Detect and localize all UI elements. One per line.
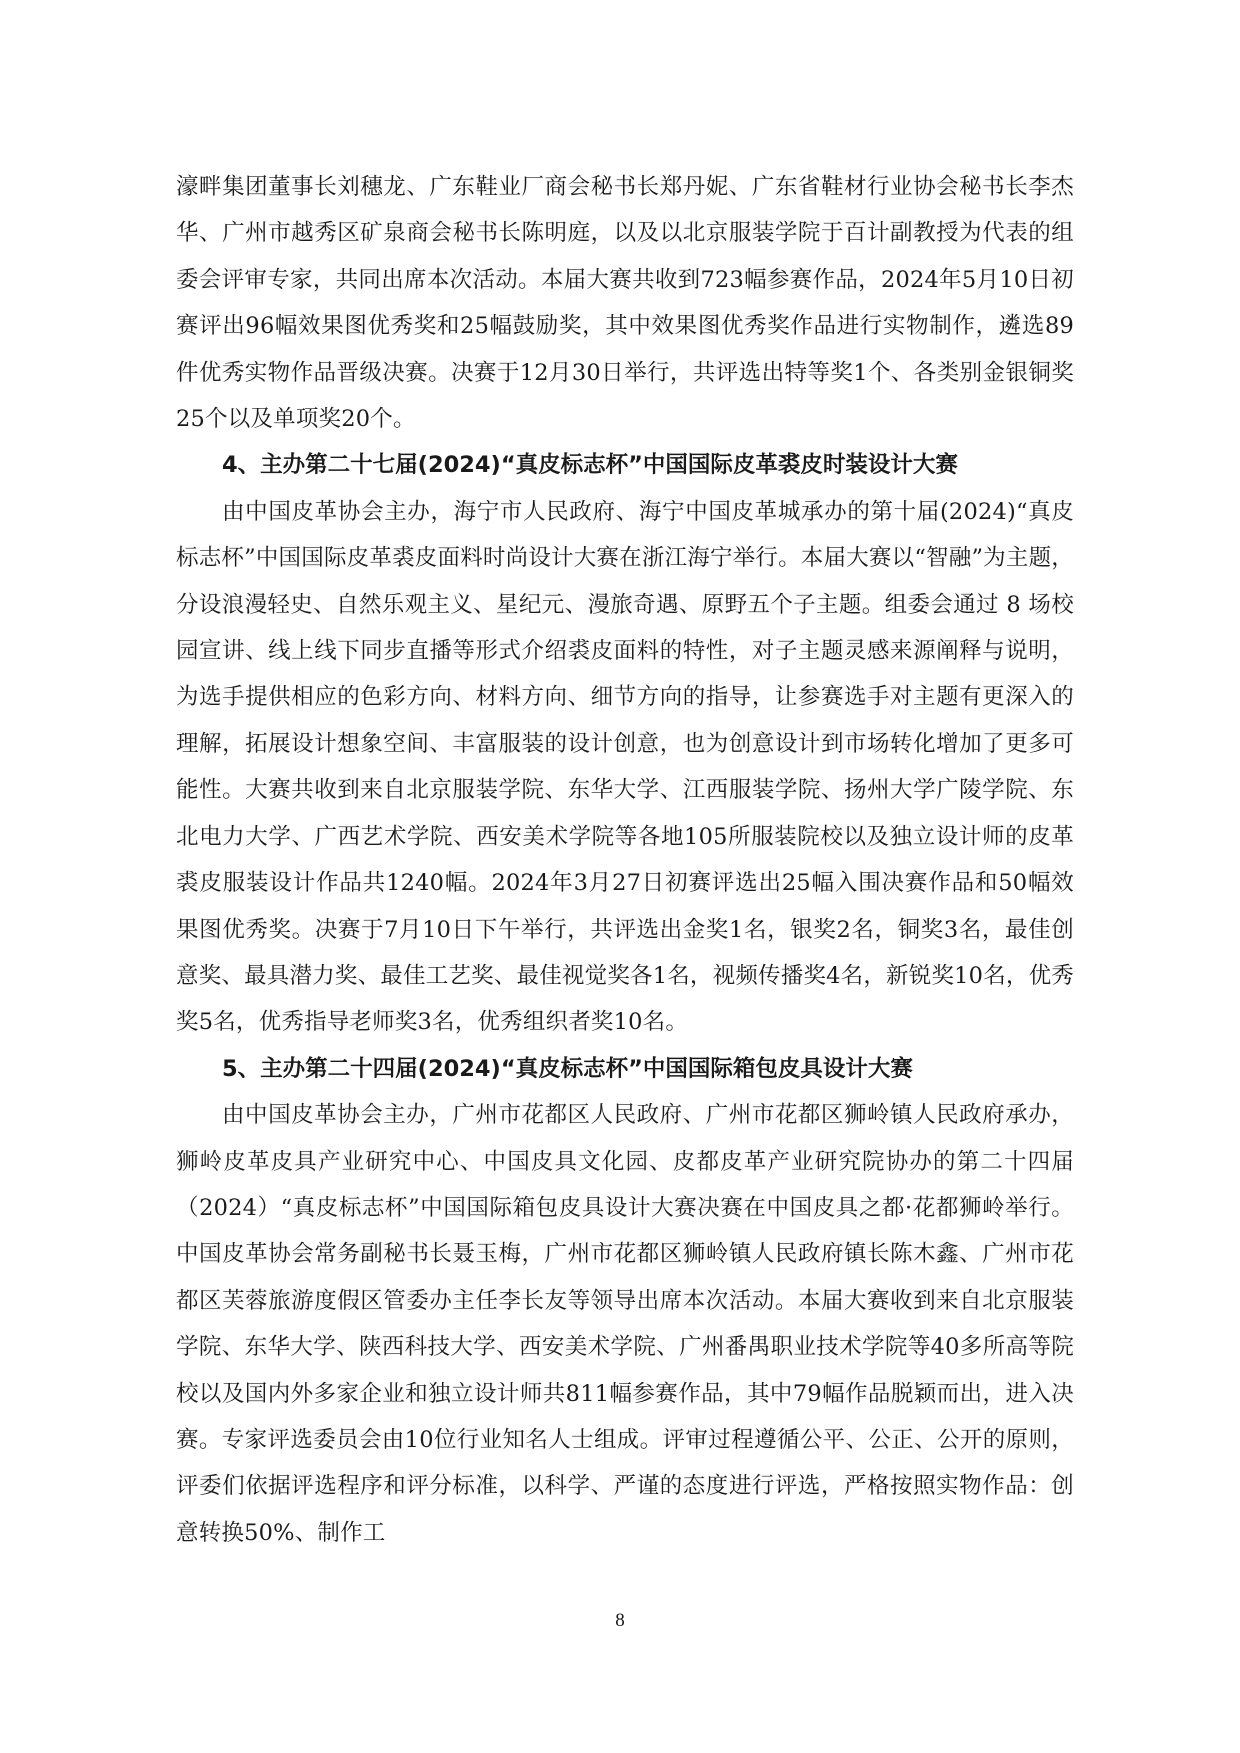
document-body: [176, 164, 1074, 1556]
page-number: 8: [615, 1610, 625, 1631]
paragraph-continued-intro: 濠畔集团董事长刘穗龙、广东鞋业厂商会秘书长郑丹妮、广东省鞋材行业协会秘书长李杰华、广州市越秀区矿泉商会秘书长陈明庭，以及以北京服装学院于百计副教授为代表的组委会评审专家，共同出席本次活动。本届大赛共收到723幅参赛作品，2024年5月10日初赛评出96幅效果图优秀奖和25幅鼓励奖，其中效果图优秀奖作品进行实物制作，遴选89件优秀实物作品晋级决赛。决赛于12月30日举行，共评选出特等奖1个、各类别金银铜奖25个以及单项奖20个。: [176, 174, 1074, 433]
section-heading-5: 5、主办第二十四届(2024)“真皮标志杯”中国国际箱包皮具设计大赛: [222, 1055, 913, 1082]
paragraph-section-4: 由中国皮革协会主办，海宁市人民政府、海宁中国皮革城承办的第十届(2024)“真皮标志杯”中国国际皮革裘皮面料时尚设计大赛在浙江海宁举行。本届大赛以“智融”为主题，分设浪漫轻史、自然乐观主义、星纪元、漫旅奇遇、原野五个子主题。组委会通过 8 场校园宣讲、线上线下同步直播等形式介绍裘皮面料的特性，对子主题灵感来源阐释与说明，为选手提供相应的色彩方向、材料方向、细节方向的指导，让参赛选手对主题有更深入的理解，拓展设计想象空间、丰富服装的设计创意，也为创意设计到市场转化增加了更多可能性。大赛共收到来自北京服装学院、东华大学、江西服装学院、扬州大学广陵学院、东北电力大学、广西艺术学院、西安美术学院等各地105所服装院校以及独立设计师的皮革裘皮服装设计作品共1240幅。2024年3月27日初赛评选出25幅入围决赛作品和50幅效果图优秀奖。决赛于7月10日下午举行，共评选出金奖1名，银奖2名，铜奖3名，最佳创意奖、最具潜力奖、最佳工艺奖、最佳视觉奖各1名，视频传播奖4名，新锐奖10名，优秀奖5名，优秀指导老师奖3名，优秀组织者奖10名。: [176, 498, 1074, 1036]
paragraph-section-5: 由中国皮革协会主办，广州市花都区人民政府、广州市花都区狮岭镇人民政府承办，狮岭皮革皮具产业研究中心、中国皮具文化园、皮都皮革产业研究院协办的第二十四届（2024）“真皮标志杯”中国国际箱包皮具设计大赛决赛在中国皮具之都·花都狮岭举行。中国皮革协会常务副秘书长聂玉梅，广州市花都区狮岭镇人民政府镇长陈木鑫、广州市花都区芙蓉旅游度假区管委办主任李长友等领导出席本次活动。本届大赛收到来自北京服装学院、东华大学、陕西科技大学、西安美术学院、广州番禺职业技术学院等40多所高等院校以及国内外多家企业和独立设计师共811幅参赛作品，其中79幅作品脱颖而出，进入决赛。专家评选委员会由10位行业知名人士组成。评审过程遵循公平、公正、公开的原则，评委们依据评选程序和评分标准，以科学、严谨的态度进行评选，严格按照实物作品：创意转换50%、制作工: [176, 1102, 1074, 1546]
section-heading-4: 4、主办第二十七届(2024)“真皮标志杯”中国国际皮革裘皮时装设计大赛: [222, 452, 958, 479]
